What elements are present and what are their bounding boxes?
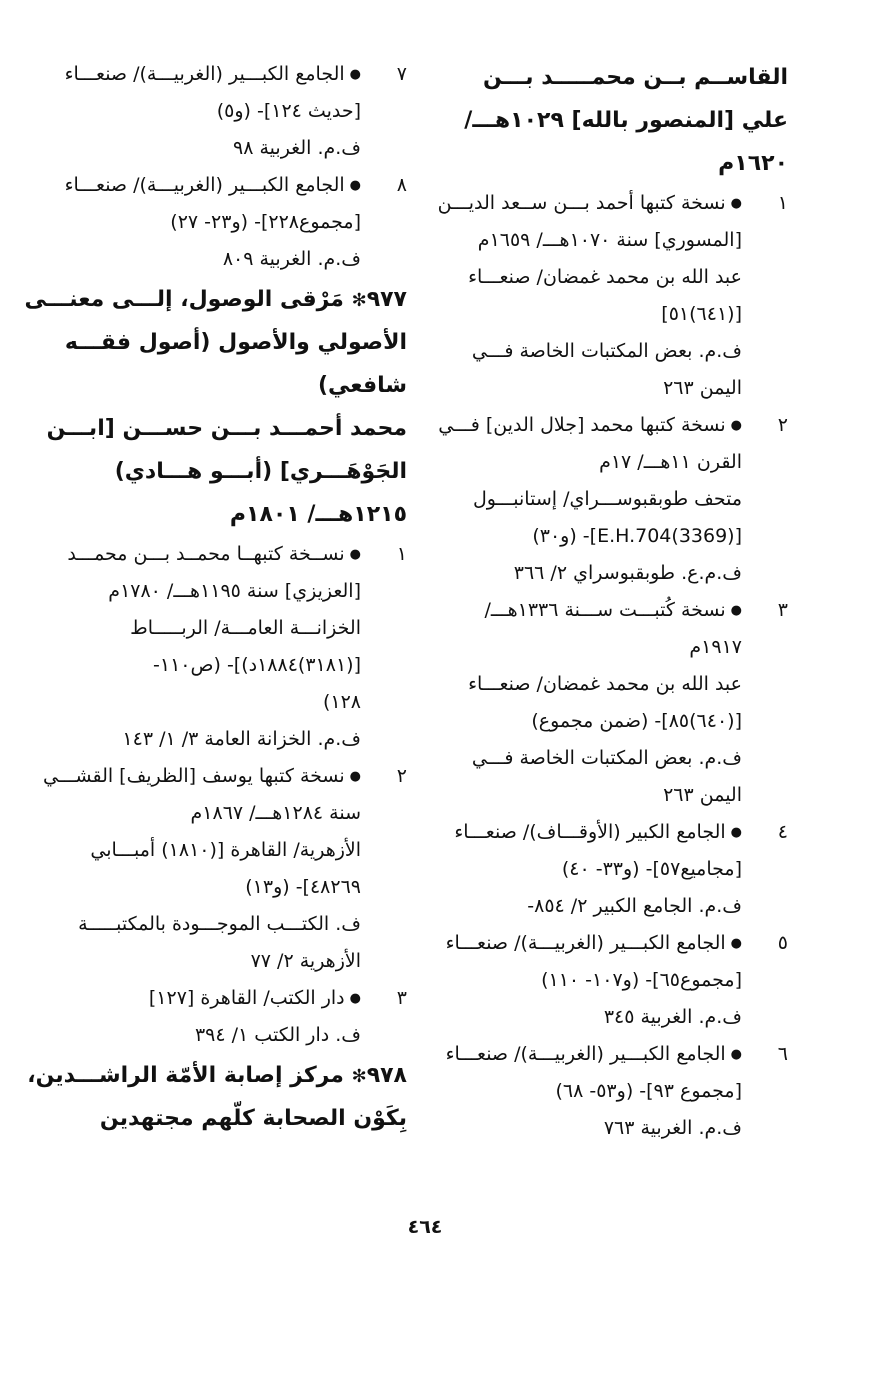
bullet-icon: ● <box>349 178 361 193</box>
manuscript-entry <box>62 167 407 278</box>
heading-line: ١٦٢٠م <box>718 151 788 176</box>
entry-line: [(3369)E.H.704]- (و٣٠) <box>532 525 742 547</box>
section-title-line: شافعي) <box>317 373 407 398</box>
entry-line: [(٦٤١)٥١] <box>661 303 742 325</box>
entry-text: الجامع الكبـــير (الغربيـــة)/ صنعـــاء <box>64 174 345 196</box>
manuscript-entry <box>443 592 788 814</box>
entry-line: الأزهرية ٢/ ٧٧ <box>250 950 361 972</box>
entry-line: [حديث ١٢٤]- (و٥) <box>216 100 361 122</box>
entry-line: اليمن ٢٦٣ <box>663 377 742 399</box>
entry-number: ٢ <box>777 414 788 436</box>
entry-first-line <box>62 167 407 204</box>
author-line: ١٢١٥هـــ/ ١٨٠١م <box>229 502 407 527</box>
entry-first-line <box>62 536 407 573</box>
author-line: محمد أحمـــد بـــن حســـن [ابـــن <box>46 416 407 441</box>
entry-text: نسخة كتبها محمد [جلال الدين] فـــي <box>438 414 726 436</box>
bullet-icon: ● <box>730 936 742 951</box>
entry-first-line <box>443 925 788 962</box>
heading-line: علي [المنصور بالله] ١٠٢٩هـــ/ <box>464 108 788 133</box>
entry-line: الأزهرية/ القاهرة [(١٨١٠) أمبـــابي <box>90 839 361 861</box>
bullet-icon: ● <box>349 769 361 784</box>
entry-line: [(٣١٨١)١٨٨٤د)]- (ص١١٠- <box>153 654 361 676</box>
entry-line: ١٢٨) <box>322 691 361 713</box>
section-977 <box>24 278 407 1054</box>
entry-line: ف.م. الغربية ٨٠٩ <box>222 248 361 270</box>
entry-line: ف.م. الخزانة العامة ٣/ ١/ ١٤٣ <box>122 728 361 750</box>
entry-line: ف. دار الكتب ١/ ٣٩٤ <box>194 1024 361 1046</box>
bullet-icon: ● <box>349 67 361 82</box>
section-number: ٩٧٧ <box>366 287 407 312</box>
entry-line: [(٦٤٠)٨٥]- (ضمن مجموع) <box>531 710 742 732</box>
entry-first-line <box>443 592 788 629</box>
entry-line: [المسوري] سنة ١٠٧٠هـــ/ ١٦٥٩م <box>477 229 742 251</box>
entry-text: الجامع الكبـــير (الغربيـــة)/ صنعـــاء <box>445 932 726 954</box>
manuscript-entry <box>62 56 407 167</box>
entry-text: نسخة كُتبـــت ســـنة ١٣٣٦هـــ/ <box>484 599 726 621</box>
entry-line: [مجموع٢٢٨]- (و٢٣- ٢٧) <box>170 211 361 233</box>
entry-line: عبد الله بن محمد غمضان/ صنعـــاء <box>468 266 742 288</box>
entry-text: الجامع الكبـــير (الغربيـــة)/ صنعـــاء <box>445 1043 726 1065</box>
entry-text: نســخة كتبهــا محمــد بـــن محمـــد <box>67 543 345 565</box>
right-column <box>437 56 788 1147</box>
entry-line: عبد الله بن محمد غمضان/ صنعـــاء <box>468 673 742 695</box>
entry-line: ف.م. الغربية ٩٨ <box>233 137 361 159</box>
section-978 <box>27 1054 407 1140</box>
entry-line: متحف طوبقبوســـراي/ إستانبـــول <box>472 488 742 510</box>
bullet-icon: ● <box>349 547 361 562</box>
entry-number: ١ <box>777 192 788 214</box>
entry-line: ف.م. بعض المكتبات الخاصة فـــي <box>471 747 742 769</box>
bullet-icon: ● <box>730 418 742 433</box>
entry-first-line <box>438 407 788 444</box>
entry-first-line <box>42 758 407 795</box>
entry-number: ١ <box>396 543 407 565</box>
section-title-line <box>27 1054 407 1097</box>
manuscript-entry <box>62 980 407 1054</box>
entry-first-line <box>443 814 788 851</box>
manuscript-entry <box>443 814 788 925</box>
manuscript-entry <box>438 407 788 592</box>
entry-number: ٦ <box>777 1043 788 1065</box>
entry-number: ٧ <box>396 63 407 85</box>
bullet-icon: ● <box>730 196 742 211</box>
entry-line: ف.م. الجامع الكبير ٢/ ٨٥٤- <box>527 895 742 917</box>
entry-line: ف.م.ع. طوبقبوسراي ٢/ ٣٦٦ <box>513 562 742 584</box>
entry-line: الخزانـــة العامـــة/ الربـــــاط <box>130 617 361 639</box>
bullet-icon: ● <box>730 1047 742 1062</box>
entry-number: ٨ <box>396 174 407 196</box>
bullet-icon: ● <box>730 825 742 840</box>
entry-first-line <box>443 1036 788 1073</box>
entry-first-line <box>62 56 407 93</box>
entry-line: ٤٨٢٦٩]- (و١٣) <box>245 876 361 898</box>
entry-number: ٣ <box>396 987 407 1009</box>
entry-text: نسخة كتبها يوسف [الظريف] القشـــي <box>42 765 345 787</box>
author-line: الجَوْهَـــري] (أبـــو هـــادي) <box>114 459 407 484</box>
heading-line: القاســم بــن محمـــــد بـــن <box>482 65 788 90</box>
bullet-icon: ● <box>730 603 742 618</box>
entry-line: [مجموع٦٥]- (و١٠٧- ١١٠) <box>541 969 742 991</box>
entry-line: [مجموع ٩٣]- (و٥٣- ٦٨) <box>555 1080 742 1102</box>
entry-text: دار الكتب/ القاهرة [١٢٧] <box>148 987 345 1009</box>
entry-first-line <box>62 980 407 1017</box>
entry-line: ف. الكتـــب الموجـــودة بالمكتبـــــة <box>78 913 361 935</box>
entry-line: سنة ١٢٨٤هـــ/ ١٨٦٧م <box>190 802 361 824</box>
entry-number: ٢ <box>396 765 407 787</box>
section-title-text: مركز إصابة الأمّة الراشـــدين، <box>27 1063 344 1088</box>
section-title-line <box>24 278 407 321</box>
section-number: ٩٧٨ <box>366 1063 407 1088</box>
entry-line: القرن ١١هـــ/ ١٧م <box>599 451 742 473</box>
section-title-line: الأصولي والأصول (أصول فقـــه <box>64 330 407 355</box>
asterisk-icon: ✻ <box>351 290 367 311</box>
section-title-line: بِكَوْن الصحابة كلّهم مجتهدين <box>99 1106 407 1131</box>
section-title-text: مَرْقى الوصول، إلـــى معنـــى <box>24 287 344 312</box>
bullet-icon: ● <box>349 991 361 1006</box>
entry-line: ف.م. بعض المكتبات الخاصة فـــي <box>471 340 742 362</box>
entry-line: ف.م. الغربية ٣٤٥ <box>603 1006 742 1028</box>
manuscript-entry <box>443 925 788 1036</box>
page-number: ٤٦٤ <box>407 1216 443 1238</box>
manuscript-entry <box>437 185 788 407</box>
entry-text: نسخة كتبها أحمد بـــن ســعد الديـــن <box>437 192 726 214</box>
manuscript-entry <box>42 758 407 980</box>
entry-number: ٣ <box>777 599 788 621</box>
entry-line: ف.م. الغربية ٧٦٣ <box>603 1117 742 1139</box>
left-column <box>24 56 407 1140</box>
manuscript-entry <box>443 1036 788 1147</box>
entry-line: ١٩١٧م <box>689 636 742 658</box>
entry-first-line <box>437 185 788 222</box>
asterisk-icon: ✻ <box>351 1066 367 1087</box>
entry-line: [مجاميع٥٧]- (و٣٣- ٤٠) <box>561 858 742 880</box>
entry-number: ٤ <box>777 821 788 843</box>
entry-number: ٥ <box>777 932 788 954</box>
entry-text: الجامع الكبير (الأوقـــاف)/ صنعـــاء <box>454 821 726 843</box>
entry-line: اليمن ٢٦٣ <box>663 784 742 806</box>
manuscript-entry <box>62 536 407 758</box>
entry-text: الجامع الكبـــير (الغربيـــة)/ صنعـــاء <box>64 63 345 85</box>
entry-line: [العزيزي] سنة ١١٩٥هـــ/ ١٧٨٠م <box>108 580 361 602</box>
